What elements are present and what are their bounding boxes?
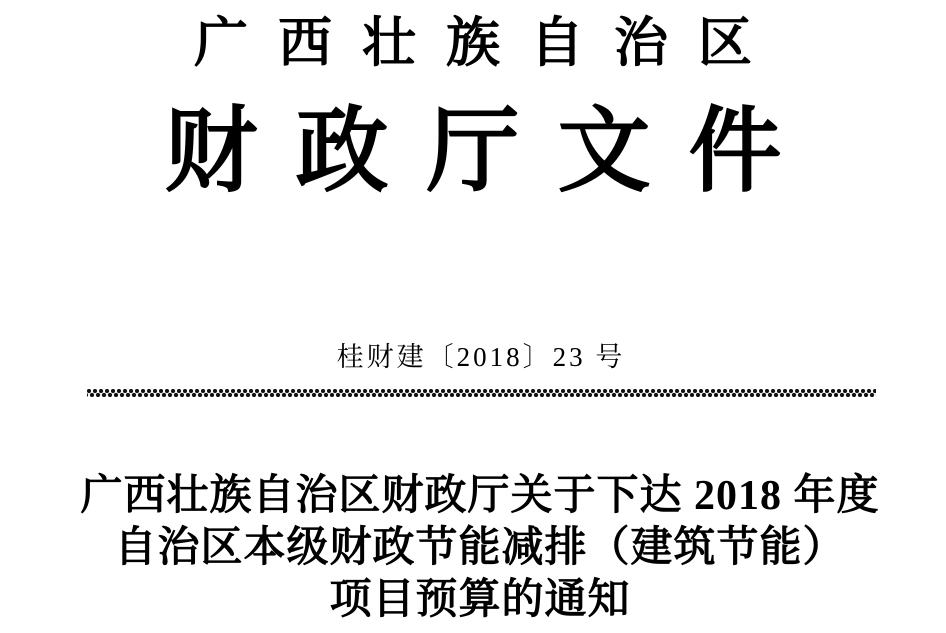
document-type-heading: 财政厅文件: [164, 101, 820, 204]
document-title-line-1: 广西壮族自治区财政厅关于下达 2018 年度: [80, 473, 880, 519]
header-separator-rule: [87, 389, 876, 397]
document-number: 桂财建〔2018〕23 号: [336, 342, 626, 372]
document-title-line-2: 自治区本级财政节能减排（建筑节能）: [114, 525, 846, 571]
document-title: [0, 470, 946, 626]
issuing-org-name: 广西壮族自治区: [194, 13, 782, 73]
document-title-line-3: 项目预算的通知: [329, 577, 631, 623]
